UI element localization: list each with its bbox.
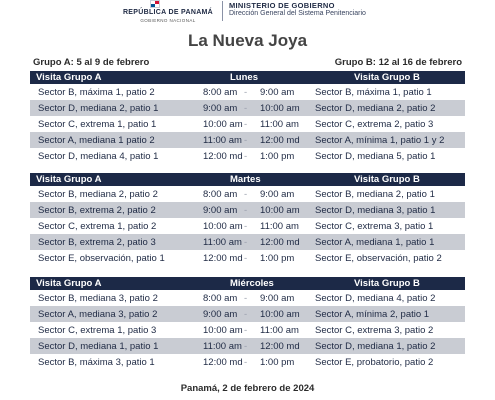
group-a-column-header: Visita Grupo A bbox=[36, 278, 102, 289]
end-time: 12:00 md bbox=[260, 341, 300, 352]
end-time: 1:00 pm bbox=[260, 253, 295, 264]
start-time: 9:00 am bbox=[203, 103, 238, 114]
group-b-sector: Sector C, extrema 3, patio 1 bbox=[315, 221, 434, 232]
group-b-sector: Sector D, mediana 3, patio 1 bbox=[315, 205, 436, 216]
start-time: 12:00 md bbox=[203, 357, 243, 368]
time-separator: - bbox=[244, 205, 248, 216]
table-row bbox=[30, 186, 465, 202]
group-b-column-header: Visita Grupo B bbox=[354, 278, 420, 289]
day-label: Martes bbox=[230, 174, 261, 185]
table-row bbox=[30, 202, 465, 218]
end-time: 12:00 md bbox=[260, 135, 300, 146]
group-a-column-header: Visita Grupo A bbox=[36, 72, 102, 83]
group-b-column-header: Visita Grupo B bbox=[354, 72, 420, 83]
ministry-name: MINISTERIO DE GOBIERNO bbox=[229, 1, 335, 10]
footer-date: Panamá, 2 de febrero de 2024 bbox=[180, 383, 315, 394]
time-separator: - bbox=[244, 221, 248, 232]
table-row bbox=[30, 100, 465, 116]
group-b-sector: Sector C, extrema 3, patio 2 bbox=[315, 325, 434, 336]
section-header bbox=[30, 277, 465, 290]
ministry-subtitle: Dirección General del Sistema Penitenciario bbox=[229, 10, 366, 17]
group-a-sector: Sector B, máxima 1, patio 2 bbox=[38, 87, 155, 98]
table-row bbox=[30, 322, 465, 338]
time-separator: - bbox=[244, 87, 248, 98]
start-time: 10:00 am bbox=[203, 119, 243, 130]
schedule-section-miercoles bbox=[30, 277, 465, 370]
group-a-sector: Sector C, extrema 1, patio 2 bbox=[38, 221, 157, 232]
start-time: 11:00 am bbox=[203, 341, 242, 352]
table-row bbox=[30, 234, 465, 250]
group-a-sector: Sector B, mediana 2, patio 2 bbox=[38, 189, 158, 200]
table-row bbox=[30, 338, 465, 354]
page-title: La Nueva Joya bbox=[187, 31, 308, 50]
start-time: 9:00 am bbox=[203, 205, 238, 216]
group-b-sector: Sector D, mediana 2, patio 2 bbox=[315, 103, 436, 114]
group-b-column-header: Visita Grupo B bbox=[354, 174, 420, 185]
time-separator: - bbox=[244, 119, 248, 130]
end-time: 11:00 am bbox=[260, 119, 299, 130]
start-time: 12:00 md bbox=[203, 253, 243, 264]
group-b-sector: Sector A, mediana 1, patio 1 bbox=[315, 237, 435, 248]
group-a-dates: Grupo A: 5 al 9 de febrero bbox=[33, 57, 150, 68]
group-a-sector: Sector A, mediana 1 patio 2 bbox=[38, 135, 155, 146]
table-row bbox=[30, 148, 465, 164]
section-header bbox=[30, 71, 465, 84]
start-time: 8:00 am bbox=[203, 189, 238, 200]
schedule-section-martes bbox=[30, 173, 465, 266]
group-a-sector: Sector E, observación, patio 1 bbox=[38, 253, 165, 264]
time-separator: - bbox=[244, 151, 248, 162]
group-a-sector: Sector B, extrema 2, patio 3 bbox=[38, 237, 156, 248]
group-b-sector: Sector E, probatorio, patio 2 bbox=[315, 357, 434, 368]
group-a-sector: Sector B, mediana 3, patio 2 bbox=[38, 293, 158, 304]
table-row bbox=[30, 306, 465, 322]
group-b-sector: Sector A, mínima 2, patio 1 bbox=[315, 309, 430, 320]
day-label: Miércoles bbox=[230, 278, 274, 289]
time-separator: - bbox=[244, 237, 248, 248]
end-time: 11:00 am bbox=[260, 221, 299, 232]
table-row bbox=[30, 354, 465, 370]
group-a-sector: Sector A, mediana 3, patio 2 bbox=[38, 309, 158, 320]
panama-flag-icon bbox=[150, 0, 160, 8]
republic-name: REPÚBLICA DE PANAMÁ bbox=[122, 9, 214, 16]
group-a-sector: Sector B, máxima 3, patio 1 bbox=[38, 357, 155, 368]
time-separator: - bbox=[244, 293, 248, 304]
table-row bbox=[30, 290, 465, 306]
schedule-section-lunes bbox=[30, 71, 465, 164]
group-b-sector: Sector A, mínima 1, patio 1 y 2 bbox=[315, 135, 445, 146]
start-time: 12:00 md bbox=[203, 151, 243, 162]
time-separator: - bbox=[244, 135, 248, 146]
time-separator: - bbox=[244, 103, 248, 114]
republic-subtitle: GOBIERNO NACIONAL bbox=[140, 18, 196, 23]
start-time: 8:00 am bbox=[203, 87, 238, 98]
end-time: 9:00 am bbox=[260, 87, 295, 98]
group-b-sector: Sector B, mediana 2, patio 1 bbox=[315, 189, 435, 200]
day-label: Lunes bbox=[230, 72, 258, 83]
group-b-sector: Sector C, extrema 2, patio 3 bbox=[315, 119, 434, 130]
group-a-sector: Sector D, mediana 4, patio 1 bbox=[38, 151, 159, 162]
group-a-sector: Sector D, mediana 2, patio 1 bbox=[38, 103, 159, 114]
start-time: 10:00 am bbox=[203, 221, 243, 232]
end-time: 9:00 am bbox=[260, 293, 295, 304]
end-time: 12:00 md bbox=[260, 237, 300, 248]
group-b-sector: Sector D, mediana 1, patio 2 bbox=[315, 341, 436, 352]
end-time: 10:00 am bbox=[260, 205, 300, 216]
end-time: 9:00 am bbox=[260, 189, 295, 200]
group-a-sector: Sector C, extrema 1, patio 1 bbox=[38, 119, 157, 130]
start-time: 8:00 am bbox=[203, 293, 238, 304]
group-b-sector: Sector B, máxima 1, patio 1 bbox=[315, 87, 432, 98]
table-row bbox=[30, 116, 465, 132]
table-row bbox=[30, 250, 465, 266]
time-separator: - bbox=[244, 253, 248, 264]
end-time: 10:00 am bbox=[260, 103, 300, 114]
time-separator: - bbox=[244, 309, 248, 320]
section-header bbox=[30, 173, 465, 186]
time-separator: - bbox=[244, 325, 248, 336]
end-time: 10:00 am bbox=[260, 309, 300, 320]
start-time: 11:00 am bbox=[203, 237, 242, 248]
table-row bbox=[30, 84, 465, 100]
end-time: 1:00 pm bbox=[260, 357, 295, 368]
start-time: 11:00 am bbox=[203, 135, 242, 146]
end-time: 11:00 am bbox=[260, 325, 299, 336]
group-a-sector: Sector B, extrema 2, patio 2 bbox=[38, 205, 156, 216]
header-divider bbox=[222, 1, 223, 21]
table-row bbox=[30, 132, 465, 148]
group-b-sector: Sector E, observación, patio 2 bbox=[315, 253, 442, 264]
end-time: 1:00 pm bbox=[260, 151, 295, 162]
group-a-sector: Sector C, extrema 1, patio 3 bbox=[38, 325, 157, 336]
time-separator: - bbox=[244, 189, 248, 200]
time-separator: - bbox=[244, 357, 248, 368]
document-header bbox=[0, 0, 495, 22]
start-time: 10:00 am bbox=[203, 325, 243, 336]
time-separator: - bbox=[244, 341, 248, 352]
group-a-column-header: Visita Grupo A bbox=[36, 174, 102, 185]
table-row bbox=[30, 218, 465, 234]
group-b-sector: Sector D, mediana 4, patio 2 bbox=[315, 293, 436, 304]
group-b-dates: Grupo B: 12 al 16 de febrero bbox=[334, 57, 462, 68]
group-b-sector: Sector D, mediana 5, patio 1 bbox=[315, 151, 436, 162]
group-a-sector: Sector D, mediana 1, patio 1 bbox=[38, 341, 159, 352]
start-time: 9:00 am bbox=[203, 309, 238, 320]
